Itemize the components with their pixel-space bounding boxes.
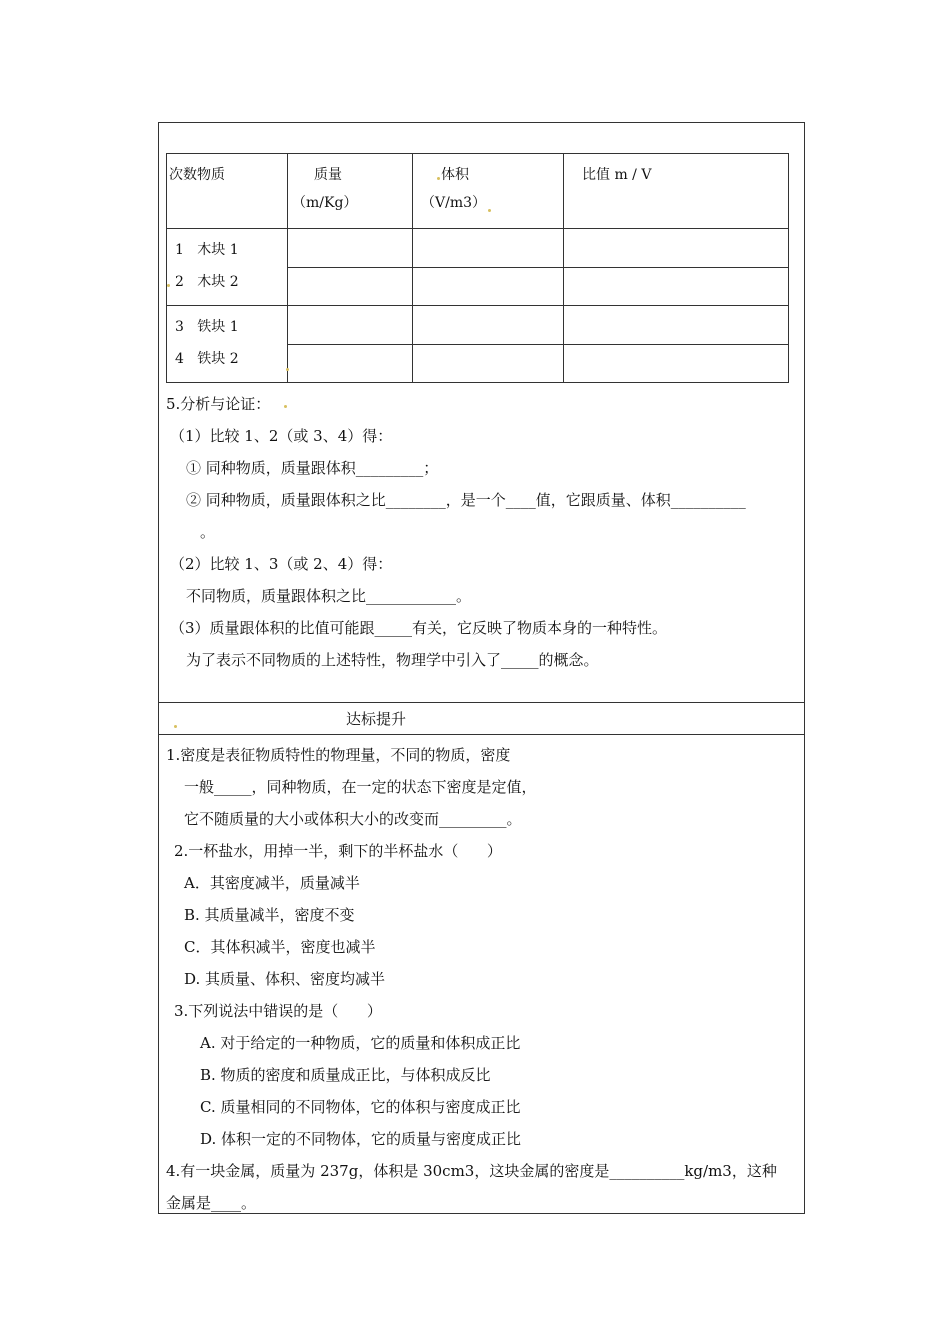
section-divider-bottom [158,734,805,735]
header-cell [167,154,288,229]
question-1-line-3: 它不随质量的大小或体积大小的改变而_________。 [184,810,522,828]
header-cell [413,154,564,229]
row-label-cell [167,229,288,306]
question-2-option-a: A．其密度减半，质量减半 [184,874,360,892]
table-row [167,229,789,268]
analysis-q1: （1）比较 1、2（或 3、4）得： [170,427,393,445]
analysis-q3: （3）质量跟体积的比值可能跟_____有关，它反映了物质本身的一种特性。 [170,619,668,637]
table-cell [413,229,564,268]
table-cell [288,229,413,268]
question-2-option-c: C．其体积减半，密度也减半 [184,938,376,956]
table-cell [564,306,789,345]
header-mass: 质量 [314,167,342,183]
speck [437,177,440,180]
header-volume: 体积 [441,167,469,183]
table-cell [564,345,789,383]
header-mass-unit: （m/Kg） [292,195,358,211]
question-2-option-d: D. 其质量、体积、密度均减半 [184,970,386,988]
question-3-option-a: A. 对于给定的一种物质，它的质量和体积成正比 [200,1034,521,1052]
question-1-line-2: 一般_____，同种物质，在一定的状态下密度是定值， [184,778,537,796]
row-label: 3 铁块 1 [175,319,239,335]
analysis-q1b-end: 。 [200,523,216,541]
analysis-q2a: 不同物质，质量跟体积之比____________。 [186,587,472,605]
analysis-q1a: ① 同种物质，质量跟体积_________； [186,459,439,477]
table-header-row [167,154,789,229]
table-cell [413,306,564,345]
data-table [166,153,789,383]
analysis-q1b: ② 同种物质，质量跟体积之比________，是一个____值，它跟质量、体积__________ [186,491,746,509]
table-cell [288,345,413,383]
table-cell [288,306,413,345]
table-cell [413,345,564,383]
row-label-cell [167,306,288,383]
table-row [167,306,789,345]
table-cell [413,268,564,306]
question-1-line-1: 1.密度是表征物质特性的物理量，不同的物质，密度 [166,746,511,764]
question-3: 3.下列说法中错误的是（ ） [174,1002,382,1020]
question-3-option-b: B. 物质的密度和质量成正比，与体积成反比 [200,1066,491,1084]
row-label: 1 木块 1 [175,242,239,258]
header-cell [564,154,789,229]
table-cell [564,229,789,268]
analysis-title: 5.分析与论证： [166,395,271,413]
speck [286,368,289,371]
header-volume-unit: （V/m3） [421,195,487,211]
section-divider-top [158,702,805,703]
row-label: 4 铁块 2 [175,351,239,367]
question-2: 2.一杯盐水，用掉一半，剩下的半杯盐水（ ） [174,842,502,860]
header-cell [288,154,413,229]
analysis-q3a: 为了表示不同物质的上述特性，物理学中引入了_____的概念。 [186,651,599,669]
header-substance: 次数物质 [169,167,225,183]
row-label: 2 木块 2 [175,274,239,290]
question-4-line-2: 金属是____。 [166,1194,257,1212]
speck [284,405,287,408]
speck [488,209,491,212]
speck [174,725,177,728]
section-title: 达标提升 [346,710,407,728]
table-cell [564,268,789,306]
question-2-option-b: B. 其质量减半，密度不变 [184,906,355,924]
header-ratio: 比值 m / V [582,167,652,183]
question-3-option-c: C. 质量相同的不同物体，它的体积与密度成正比 [200,1098,521,1116]
speck [167,284,170,287]
analysis-q2: （2）比较 1、3（或 2、4）得： [170,555,393,573]
question-4-line-1: 4.有一块金属，质量为 237g，体积是 30cm3，这块金属的密度是__________kg/m3，这种 [166,1162,777,1180]
question-3-option-d: D. 体积一定的不同物体，它的质量与密度成正比 [200,1130,522,1148]
table-cell [288,268,413,306]
